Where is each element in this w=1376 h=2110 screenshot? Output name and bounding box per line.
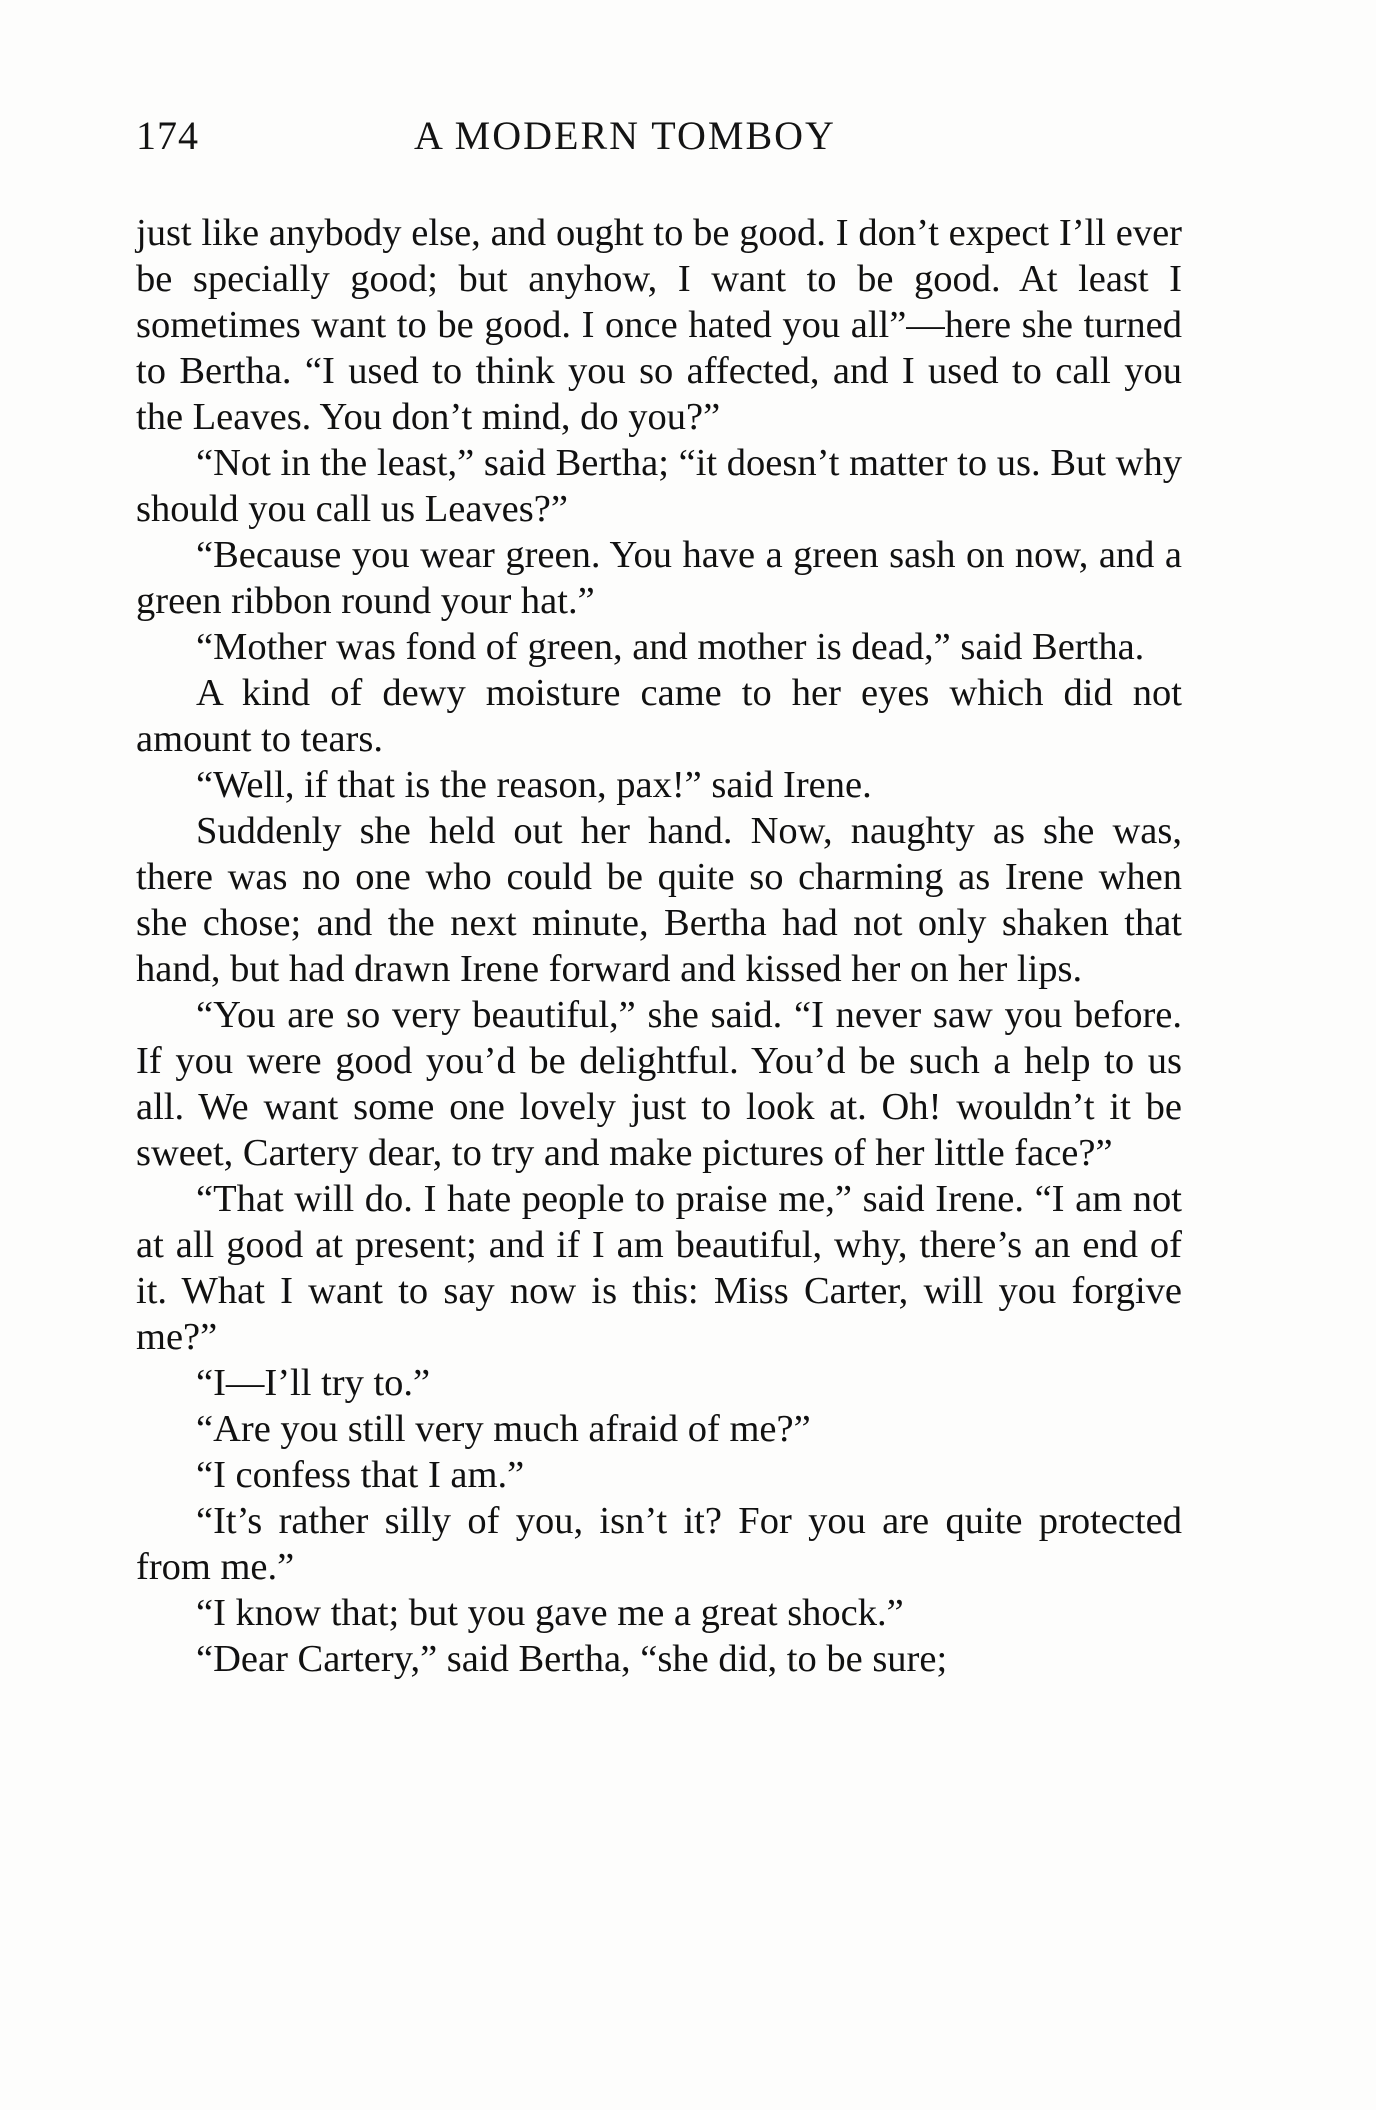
paragraph: Suddenly she held out her hand. Now, naughty as she was, there was no one who could be quite so charming as Irene when she chose; and the next minute, Bertha had not only shaken that hand, but had drawn Irene forward and kissed her on her lips.: [136, 810, 1182, 990]
paragraph: “That will do. I hate people to praise me,” said Irene. “I am not at all good at present; and if I am beautiful, why, there’s an end of it. What I want to say now is this: Miss Carter, will you forgive me?”: [136, 1178, 1182, 1358]
paragraph: A kind of dewy moisture came to her eyes which did not amount to tears.: [136, 672, 1182, 760]
paragraph: just like anybody else, and ought to be good. I don’t expect I’ll ever be specially good; but anyhow, I want to be good. At least I sometimes want to be good. I once hated you all”—here she turned to Bertha. “I used to think you so affected, and I used to call you the Leaves. You don’t mind, do you?”: [136, 212, 1182, 438]
paragraph: “You are so very beautiful,” she said. “I never saw you before. If you were good you’d be delightful. You’d be such a help to us all. We want some one lovely just to look at. Oh! wouldn’t it be sweet, Cartery dear, to try and make pictures of her little face?”: [136, 994, 1182, 1174]
paragraph: “It’s rather silly of you, isn’t it? For you are quite protected from me.”: [136, 1500, 1182, 1588]
page-number: 174: [136, 113, 199, 158]
paragraph: “I confess that I am.”: [196, 1454, 525, 1496]
paragraph: “I—I’ll try to.”: [196, 1362, 431, 1404]
page-header: [136, 112, 1182, 172]
paragraph: “I know that; but you gave me a great shock.”: [196, 1592, 904, 1634]
paragraph: “Because you wear green. You have a green sash on now, and a green ribbon round your hat.”: [136, 534, 1182, 622]
paragraph: “Mother was fond of green, and mother is dead,” said Bertha.: [196, 626, 1145, 668]
body-text: [136, 210, 1182, 1682]
running-head: A MODERN TOMBOY: [414, 113, 836, 158]
paragraph: “Are you still very much afraid of me?”: [196, 1408, 811, 1450]
paragraph: “Dear Cartery,” said Bertha, “she did, to be sure;: [196, 1638, 948, 1680]
paragraph: “Not in the least,” said Bertha; “it doesn’t matter to us. But why should you call us Leaves?”: [136, 442, 1182, 530]
paragraph: “Well, if that is the reason, pax!” said Irene.: [196, 764, 872, 806]
